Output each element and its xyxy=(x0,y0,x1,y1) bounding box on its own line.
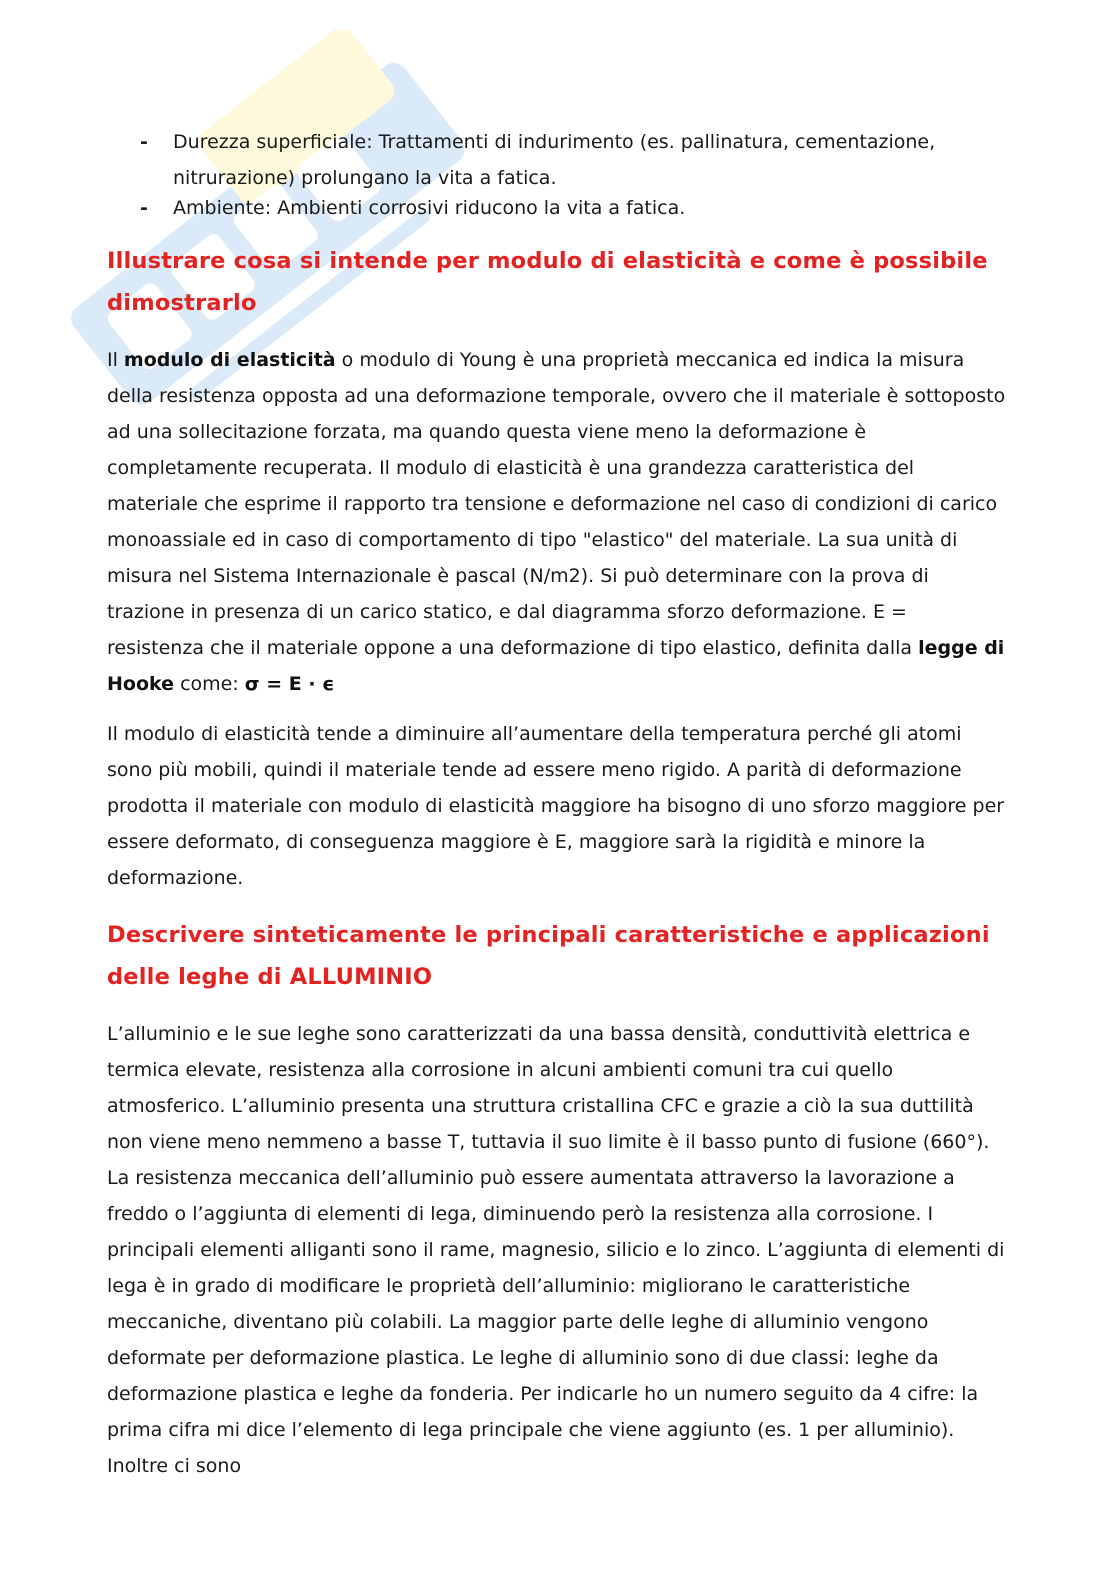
text-run: come: xyxy=(174,673,245,695)
bullet-dash: - xyxy=(140,197,148,219)
paragraph-alluminio: L’alluminio e le sue leghe sono caratterizzati da una bassa densità, conduttività elettrica e termica elevate, resistenza alla corrosione in alcuni ambienti comuni tra cui quello atmosferico. L’alluminio presenta una struttura cristallina CFC e grazie a ciò la sua duttilità non viene meno nemmeno a basse T, tuttavia il suo limite è il basso punto di fusione (660°). La resistenza meccanica dell’alluminio può essere aumentata attraverso la lavorazione a freddo o l’aggiunta di elementi di lega, diminuendo però la resistenza alla corrosione. I principali elementi alliganti sono il rame, magnesio, silicio e lo zinco. L’aggiunta di elementi di lega è in grado di modificare le proprietà dell’alluminio: migliorano le caratteristiche meccaniche, diventano più colabili. La maggior parte delle leghe di alluminio vengono deformate per deformazione plastica. Le leghe di alluminio sono di due classi: leghe da deformazione plastica e leghe da fonderia. Per indicarle ho un numero seguito da 4 cifre: la prima cifra mi dice l’elemento di lega principale che viene aggiunto (es. 1 per alluminio). Inoltre ci sono xyxy=(107,1023,1005,1477)
list-item-text: Durezza superficiale: Trattamenti di indurimento (es. pallinatura, cementazione, nitrurazione) prolungano la vita a fatica. xyxy=(173,131,936,189)
bold-term-modulo: modulo di elasticità xyxy=(123,349,336,371)
section-heading-alluminio: Descrivere sinteticamente le principali caratteristiche e applicazioni delle leghe di ALLUMINIO xyxy=(107,922,990,990)
text-run: o modulo di Young è una proprietà meccanica ed indica la misura della resistenza opposta ad una deformazione temporale, ovvero che il materiale è sottoposto ad una sollecitazione forzata, ma quando questa viene meno la deformazione è completamente recuperata. Il modulo di elasticità è una grandezza caratteristica del materiale che esprime il rapporto tra tensione e deformazione nel caso di condizioni di carico monoassiale ed in caso di comportamento di tipo "elastico" del materiale. La sua unità di misura nel Sistema Internazionale è pascal (N/m2). Si può determinare con la prova di trazione in presenza di un carico statico, e dal diagramma sforzo deformazione. E = resistenza che il materiale oppone a una deformazione di tipo elastico, definita dalla xyxy=(107,349,1006,659)
section-heading-modulo-elasticita: Illustrare cosa si intende per modulo di elasticità e come è possibile dimostrarlo xyxy=(107,248,988,316)
list-item-text: Ambiente: Ambienti corrosivi riducono la vita a fatica. xyxy=(173,197,686,219)
bold-formula: σ = E · ϵ xyxy=(244,673,335,695)
list-item xyxy=(140,196,1007,220)
paragraph-modulo-temperatura: Il modulo di elasticità tende a diminuire all’aumentare della temperatura perché gli atomi sono più mobili, quindi il materiale tende ad essere meno rigido. A parità di deformazione prodotta il materiale con modulo di elasticità maggiore ha bisogno di uno sforzo maggiore per essere deformato, di conseguenza maggiore è E, maggiore sarà la rigidità e minore la deformazione. xyxy=(107,723,1005,889)
bold-term-hooke: legge di Hooke xyxy=(107,637,1005,695)
list-item xyxy=(140,124,1007,196)
bullet-dash: - xyxy=(140,131,148,153)
paragraph-modulo-definizione xyxy=(107,342,1007,702)
text-run: Il xyxy=(107,349,124,371)
bullet-list xyxy=(140,124,1007,220)
document-page xyxy=(107,124,1007,1484)
